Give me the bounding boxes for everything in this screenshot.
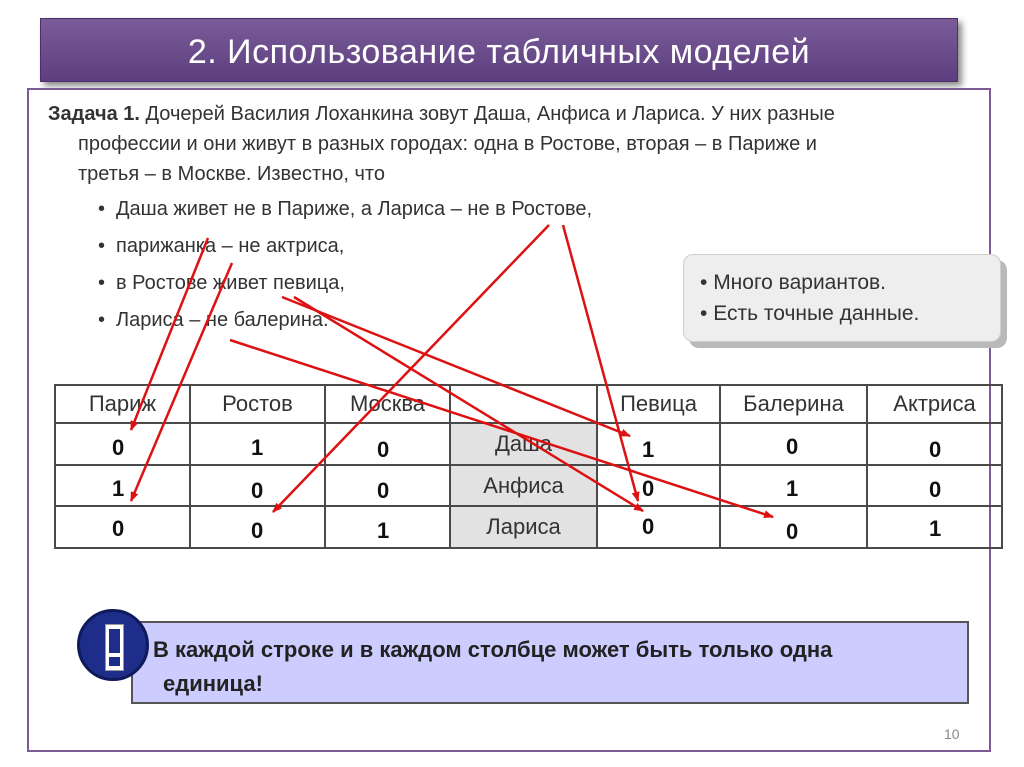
bullet-icon: • <box>98 309 106 331</box>
cell-value: 1 <box>251 435 264 460</box>
info-item: • Есть точные данные. <box>700 302 920 325</box>
header-rostov: Ростов <box>190 385 325 423</box>
header-actress: Актриса <box>867 385 1002 423</box>
header-singer: Певица <box>597 385 720 423</box>
arrow-line <box>282 297 630 436</box>
bullet-icon: • <box>98 235 106 257</box>
task-label: Задача 1. <box>48 103 140 125</box>
cell-value: 0 <box>251 518 264 543</box>
task-line-1: Дочерей Василия Лоханкина зовут Даша, Анфиса и Лариса. У них разные <box>145 103 835 125</box>
cell-value: 0 <box>929 437 942 462</box>
name-cell: Анфиса <box>450 465 597 506</box>
name-cell: Даша <box>450 423 597 465</box>
cell-value: 1 <box>377 518 390 543</box>
condition-text: Даша живет не в Париже, а Лариса – не в Ростове, <box>116 198 593 220</box>
info-item: • Много вариантов. <box>700 271 887 294</box>
name-cell: Лариса <box>450 506 597 548</box>
arrow-line <box>131 238 208 430</box>
cell-value: 0 <box>251 478 264 503</box>
task-line-3: третья – в Москве. Известно, что <box>78 163 385 185</box>
cell-value: 0 <box>112 516 125 541</box>
slide-title: 2. Использование табличных моделей <box>187 33 811 71</box>
header-paris: Париж <box>55 385 190 423</box>
cell-value: 0 <box>786 519 799 544</box>
task-line-2: профессии и они живут в разных городах: одна в Ростове, вторая – в Париже и <box>78 133 817 155</box>
cell-value: 0 <box>377 478 390 503</box>
cell-value: 0 <box>112 435 125 460</box>
note-box <box>131 621 969 704</box>
cell-value: 0 <box>642 476 655 501</box>
condition-text: парижанка – не актриса, <box>116 235 345 257</box>
cell-value: 1 <box>786 476 799 501</box>
cell-value: 1 <box>112 476 125 501</box>
cell-value: 0 <box>377 437 390 462</box>
header-moscow: Москва <box>325 385 450 423</box>
cell-value: 1 <box>642 437 655 462</box>
exclamation-icon <box>77 609 149 681</box>
bullet-icon: • <box>98 198 106 220</box>
condition-text: в Ростове живет певица, <box>116 272 345 294</box>
note-text: В каждой строке и в каждом столбце может быть только одна единица! <box>153 637 833 696</box>
cell-value: 0 <box>642 514 655 539</box>
condition-text: Лариса – не балерина. <box>116 309 329 331</box>
cell-value: 0 <box>786 434 799 459</box>
page-number: 10 <box>944 726 960 742</box>
arrow-line <box>230 340 773 517</box>
bullet-icon: • <box>98 272 106 294</box>
cell-value: 0 <box>929 477 942 502</box>
header-ballerina: Балерина <box>720 385 867 423</box>
cell-value: 1 <box>929 516 942 541</box>
arrow-line <box>131 263 232 501</box>
